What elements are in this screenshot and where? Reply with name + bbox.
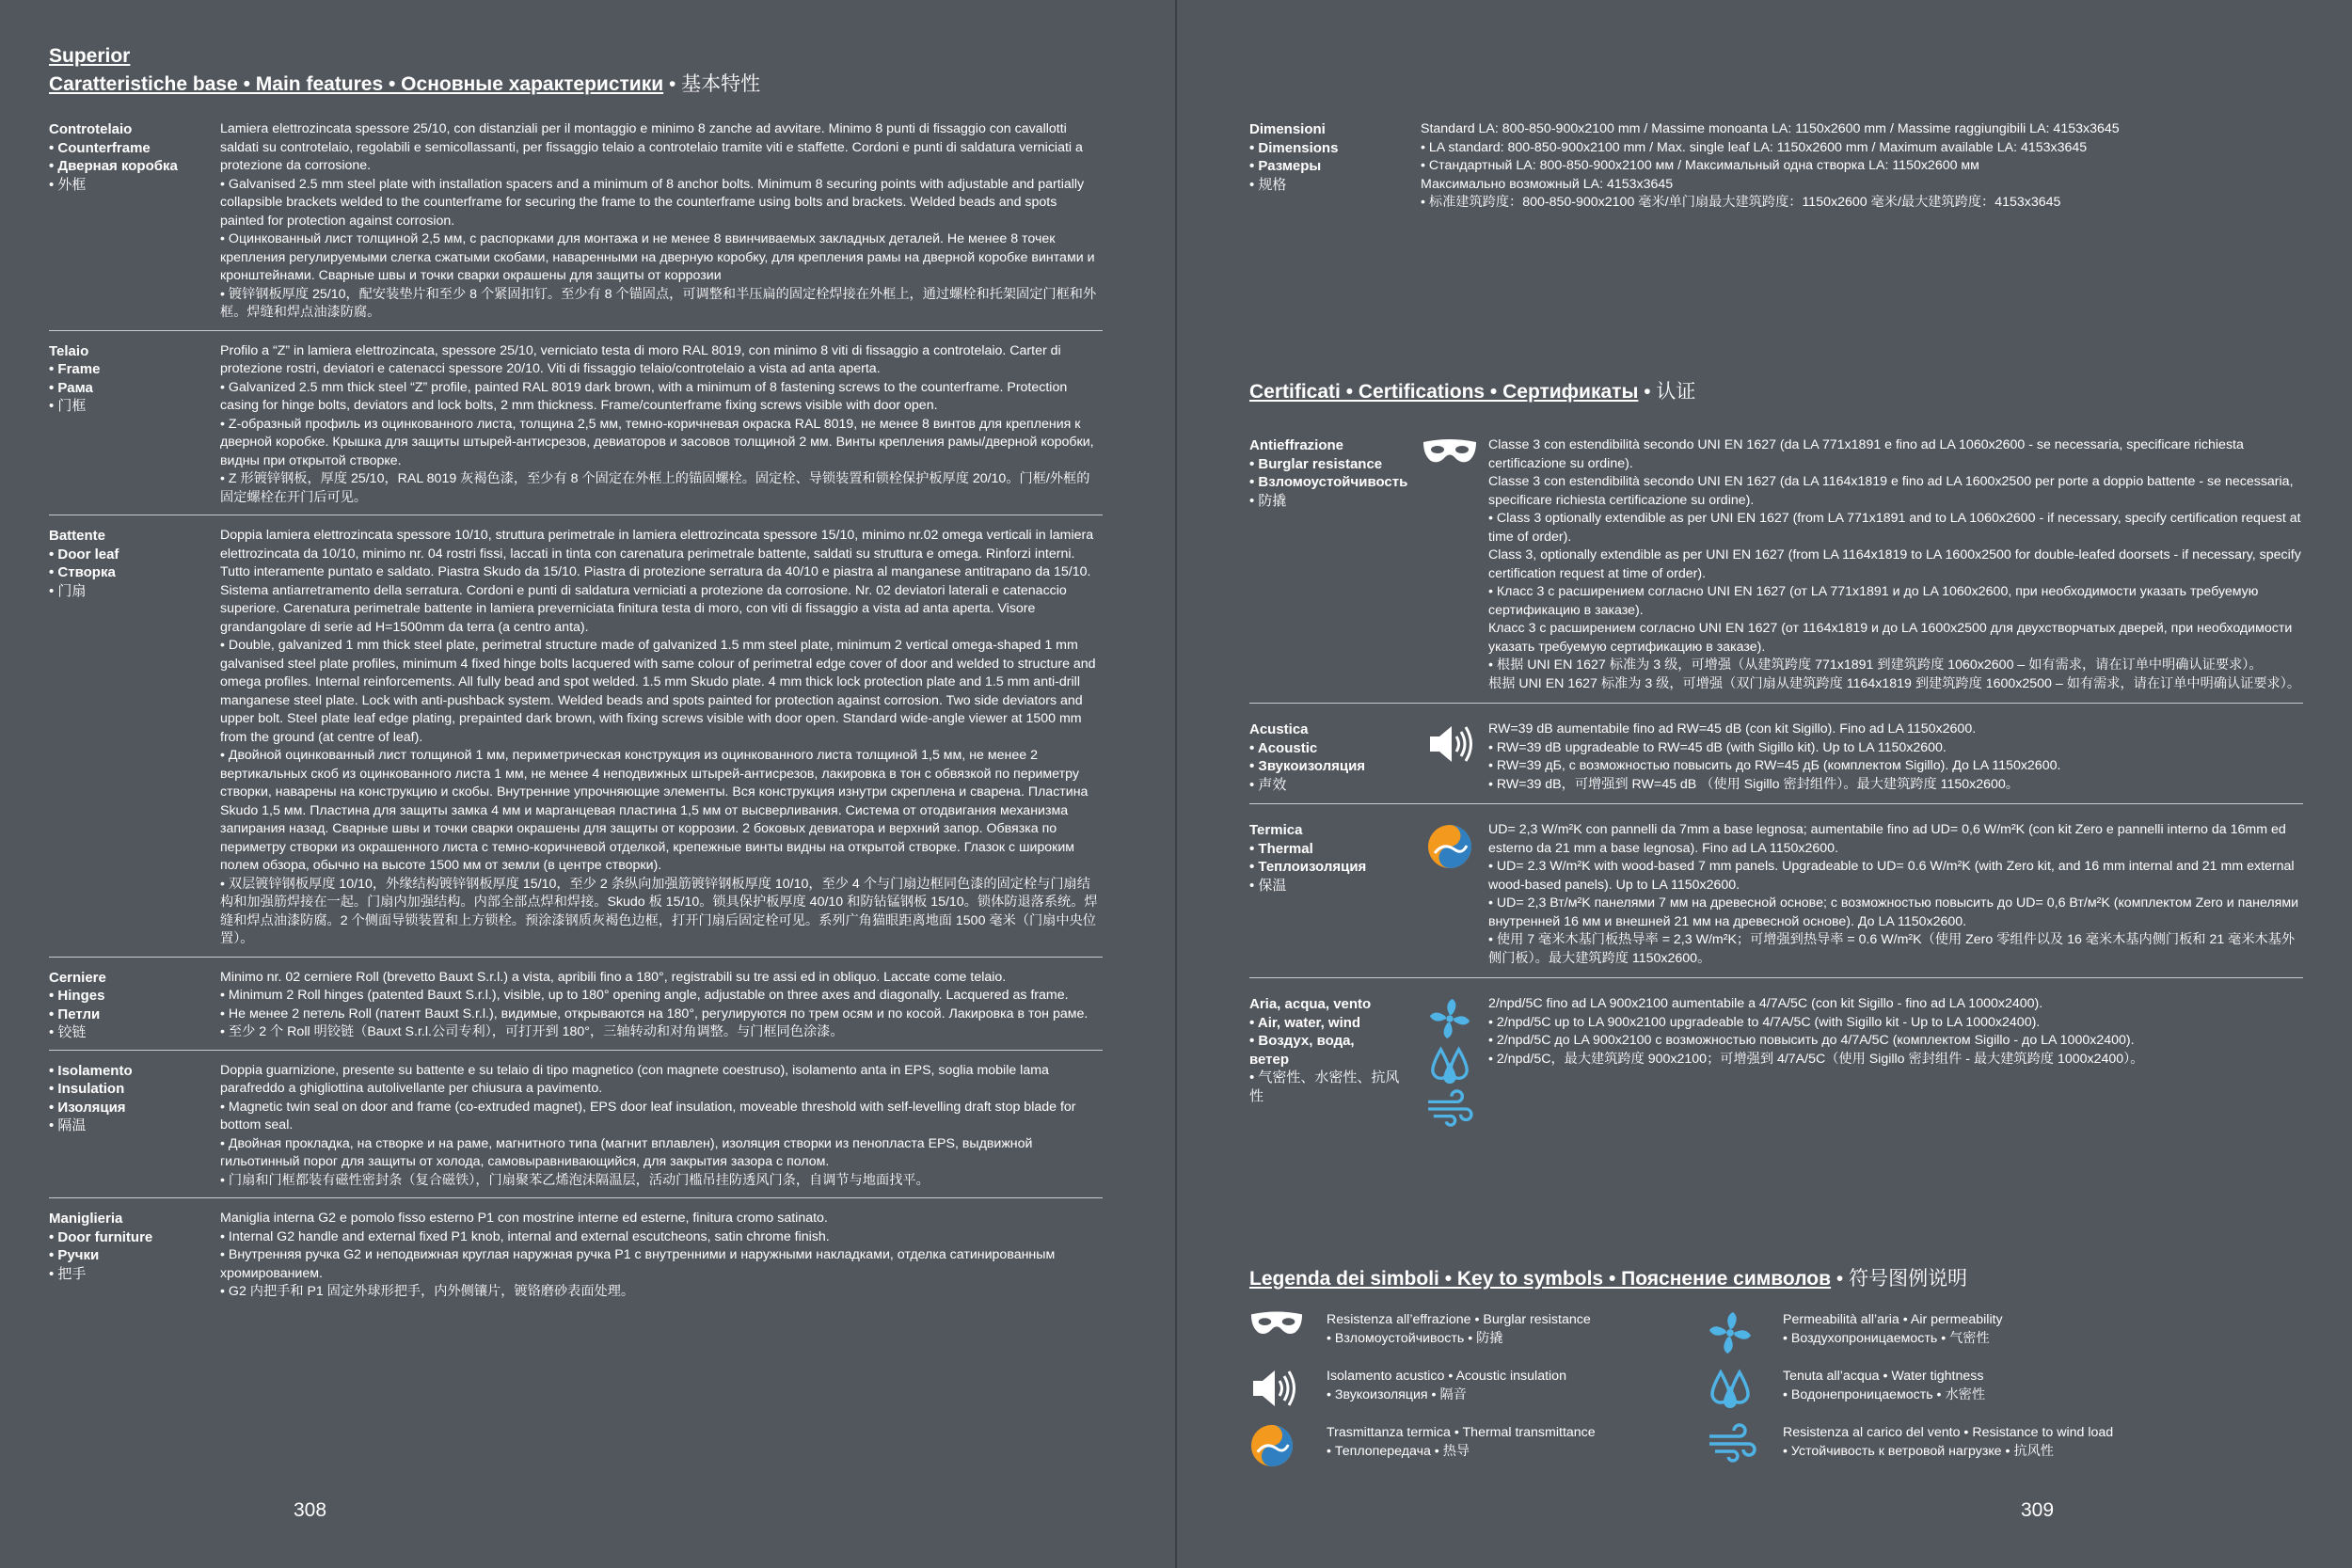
feature-text: [220, 1062, 1103, 1191]
cert-burglar-resistance: [1249, 436, 2303, 704]
page-number-left: 308: [294, 1499, 327, 1521]
label-ru-2: ветер: [1249, 1051, 1290, 1068]
legend-line: • Воздухопроницаемость • 气密性: [1783, 1331, 1990, 1346]
label-en: • Door furniture: [49, 1228, 153, 1245]
cert-icons: [1411, 995, 1488, 1129]
cert-text: [1488, 821, 2303, 968]
para-cn: • 门扇和门框都装有磁性密封条（复合磁铁），门扇聚苯乙烯泡沫隔温层，活动门槛吊挂防透风门条，自调节与地面找平。: [220, 1172, 930, 1188]
feature-text: [220, 1210, 1103, 1302]
dimensions-text: [1421, 120, 2284, 213]
label-cn: • 气密性、水密性、抗风性: [1249, 1069, 1400, 1104]
cert-para: • 2/npd/5C до LA 900x2100 с возможностью повысить до 4/7A/5C (комплектом Sigillo - до LA 1000x2400).: [1488, 1033, 2135, 1048]
dimensions-label: [1249, 120, 1421, 213]
cert-icons: [1411, 436, 1488, 693]
label-it: Antieffrazione: [1249, 437, 1344, 453]
cert-para: 2/npd/5C fino ad LA 900x2100 aumentabile a 4/7A/5C (con kit Sigillo - fino ad LA 1000x2400).: [1488, 996, 2043, 1011]
cert-icons: [1411, 821, 1488, 968]
water-drops-icon: [1706, 1367, 1755, 1410]
dimensions-block: [1249, 120, 2284, 213]
fan-icon: [1426, 997, 1473, 1040]
cert-label: [1249, 721, 1411, 794]
cert-para: Classe 3 con estendibilità secondo UNI EN 1627 (da LA 1164x1819 e fino ad LA 1600x2500 per porte a doppio battente - se necessaria, specificare richiesta certificazione su ordine).: [1488, 474, 2294, 508]
certifications-title: Certificati • Certifications • Сертификаты: [1249, 381, 1639, 403]
legend-line: • Устойчивость к ветровой нагрузке • 抗风性: [1783, 1444, 2054, 1459]
label-cn: • 防撬: [1249, 492, 1287, 509]
label-ru: • Створка: [49, 564, 116, 580]
feature-label: [49, 527, 220, 949]
para-ru: • Внутренняя ручка G2 и неподвижная круглая наружная ручка P1 с внутренними и наружными накладками, отделка сатинированным хромированием.: [220, 1247, 1056, 1281]
cert-para: Class 3, optionally extendible as per UNI EN 1627 (from LA 1164x1819 to LA 1600x2500 for double-leafed doorsets - if necessary, specify certification request at time of order).: [1488, 547, 2301, 581]
label-en: • Acoustic: [1249, 739, 1318, 756]
thermal-icon: [1426, 823, 1473, 870]
cert-para: • RW=39 dB，可增强到 RW=45 dB （使用 Sigillo 密封组件）。最大建筑跨度 1150x2600。: [1488, 776, 2019, 792]
certifications-heading: [1249, 376, 1695, 404]
para-cn: • 至少 2 个 Roll 明铰链（Bauxt S.r.l.公司专利），可打开到 180°，三轴转动和对角调整。与门框同色涂漆。: [220, 1024, 844, 1039]
label-en: • Frame: [49, 361, 101, 377]
cert-para: • UD= 2,3 Вт/м²K панелями 7 мм на древесной основе; с возможностью повысить до UD= 0,6 Вт/м²K (комплектом Zero и панелями внутренней 16 мм и внешней 21 мм на древесной основе). До LA 1150x2600.: [1488, 895, 2299, 929]
legend-item-acoustic: [1249, 1367, 1706, 1410]
feature-text: [220, 527, 1103, 949]
label-it: Battente: [49, 528, 106, 544]
label-it: Acustica: [1249, 721, 1309, 737]
main-features-heading: [49, 69, 760, 97]
certifications-title-cn: • 认证: [1644, 381, 1696, 403]
feature-label: [49, 1062, 220, 1191]
label-cn: • 声效: [1249, 776, 1287, 793]
cert-para: RW=39 dB aumentabile fino ad RW=45 dB (con kit Sigillo). Fino ad LA 1150x2600.: [1488, 721, 1977, 736]
symbols-legend: [1249, 1310, 2303, 1466]
features-list: [49, 120, 1103, 1321]
label-en: • Door leaf: [49, 546, 119, 562]
para-en: • Magnetic twin seal on door and frame (co-extruded magnet), EPS door leaf insulation, moveable threshold with self-levelling draft stop blade for bottom seal.: [220, 1099, 1076, 1132]
label-ru: • Петли: [49, 1006, 101, 1022]
cert-para: • RW=39 дБ, с возможностью повысить до RW=45 дБ (комплектом Sigillo). До LA 1150x2600.: [1488, 758, 2061, 773]
feature-text: [220, 969, 1103, 1042]
para-ru: • Z-образный профиль из оцинкованного листа, толщина 2,5 мм, темно-коричневая окраска RAL 8019, не менее 8 винтов для крепления к дверной коробке. Крышка для защиты штырей-антисрезов, девиаторов и засовов толщиной 2 мм. Винты крепления рамы/дверной коробки, видны при открытой створке.: [220, 416, 1094, 468]
dim-line: • 标准建筑跨度：800-850-900x2100 毫米/单门扇最大建筑跨度：1150x2600 毫米/最大建筑跨度：4153x3645: [1421, 195, 2061, 210]
para-it: Lamiera elettrozincata spessore 25/10, con distanziali per il montaggio e minimo 8 zanche ad avvitare. Minimo 8 punti di fissaggio con cavallotti saldati su controtelaio, regolabili e semicollassanti, per fissaggio telaio a controtelaio tramite viti e staffette. Cordoni e punti di saldatura verniciati a protezione da corrosione.: [220, 121, 1083, 173]
para-cn: • Z 形镀锌钢板，厚度 25/10，RAL 8019 灰褐色漆，至少有 8 个固定在外框上的锚固螺栓。固定栓、导锁装置和锁栓保护板厚度 20/10。门框/外框的固定螺栓在开门后可见。: [220, 471, 1090, 505]
label-en: • Insulation: [49, 1081, 125, 1097]
dim-line: Максимально возможный LA: 4153x3645: [1421, 176, 1674, 192]
cert-thermal: [1249, 821, 2303, 978]
para-it: Minimo nr. 02 cerniere Roll (brevetto Bauxt S.r.l.) a vista, apribili fino a 180°, registrabili su tre assi ed in obliquo. Laccate come telaio.: [220, 969, 1007, 985]
cert-para: 根据 UNI EN 1627 标准为 3 级，可增强（双门扇从建筑跨度 1164x1819 到建筑跨度 1600x2500 – 如有需求，请在订单中明确认证要求）。: [1488, 675, 2301, 691]
feature-door-furniture: [49, 1210, 1103, 1309]
para-ru: • Оцинкованный лист толщиной 2,5 мм, с распорками для монтажа и не менее 8 ввинчиваемых закладных деталей. Не менее 8 точек крепления регулируемыми слегка сжатыми скобами, наваренными на дверную коробку, для крепления рамы на дверной коробке винтами и кронштейнами. Сварные швы и точки сварки окрашены для защиты от коррозии: [220, 231, 1095, 283]
para-en: • Internal G2 handle and external fixed P1 knob, internal and external escutcheons, satin chrome finish.: [220, 1228, 830, 1244]
speaker-icon: [1426, 722, 1473, 766]
label-it: • Isolamento: [49, 1062, 133, 1079]
label-en: • Hinges: [49, 988, 105, 1004]
legend-item-thermal: [1249, 1423, 1706, 1466]
label-en: • Air, water, wind: [1249, 1014, 1361, 1031]
cert-text: [1488, 995, 2303, 1129]
feature-label: [49, 120, 220, 323]
para-en: • Minimum 2 Roll hinges (patented Bauxt S.r.l.), visible, up to 180° opening angle, adjustable on three axes and diagonally. Lacquered as frame.: [220, 988, 1069, 1003]
label-it: Termica: [1249, 822, 1303, 838]
thermal-icon: [1249, 1423, 1295, 1468]
legend-line: Tenuta all’acqua • Water tightness: [1783, 1369, 1984, 1384]
cert-para: Класс 3 с расширением согласно UNI EN 1627 (от 1164x1819 и до LA 1600x2500 для двухстворчатых дверей, при необходимости указать требуемую сертификацию в заказе).: [1488, 621, 2293, 655]
label-ru: • Рама: [49, 379, 93, 396]
para-it: Profilo a “Z” in lamiera elettrozincata, spessore 25/10, verniciato testa di moro RAL 8019, con minimo 8 viti di fissaggio a controtelaio. Carter di protezione rostri, deviatori e catenacci spessore 20/10. Viti di fissaggio telaio/controtelaio a vista ad anta aperta.: [220, 342, 1061, 376]
cert-para: • Class 3 optionally extendible as per UNI EN 1627 (from LA 771x1891 and to LA 1060x2600 - if necessary, specify certification request at time of order).: [1488, 511, 2301, 545]
feature-text: [220, 342, 1103, 508]
dim-line: Standard LA: 800-850-900x2100 mm / Massime monoanta LA: 1150x2600 mm / Massime raggiungibili LA: 4153x3645: [1421, 121, 2120, 136]
feature-insulation: [49, 1062, 1103, 1199]
para-cn: • G2 内把手和 P1 固定外球形把手，内外侧镶片，镀铬磨砂表面处理。: [220, 1284, 635, 1299]
wind-icon: [1706, 1423, 1758, 1465]
legend-line: Resistenza al carico del vento • Resistance to wind load: [1783, 1425, 2114, 1440]
mask-icon: [1249, 1310, 1304, 1338]
legend-line: • Взломоустойчивость • 防撬: [1327, 1331, 1503, 1346]
para-it: Maniglia interna G2 e pomolo fisso esterno P1 con mostrine interne ed esterne, finitura cromo satinato.: [220, 1211, 828, 1226]
cert-para: • UD= 2.3 W/m²K with wood-based 7 mm panels. Upgradeable to UD= 0.6 W/m²K (with Zero kit, and 16 mm internal and 21 mm external wood-based panels). Up to LA 1150x2600.: [1488, 859, 2295, 893]
label-en: • Burglar resistance: [1249, 455, 1383, 472]
page-number-right: 309: [2021, 1499, 2055, 1521]
legend-item-water: [1706, 1367, 2162, 1410]
legend-item-air: [1706, 1310, 2162, 1354]
main-features-title-cn: • 基本特性: [668, 73, 761, 95]
label-ru: • Размеры: [1249, 158, 1322, 174]
feature-door-leaf: [49, 527, 1103, 958]
cert-icons: [1411, 721, 1488, 794]
legend-line: • Водонепроницаемость • 水密性: [1783, 1387, 1986, 1402]
certifications-list: [1249, 436, 2303, 1155]
para-ru: • Двойной оцинкованный лист толщиной 1 мм, периметрическая конструкция из оцинкованного листа толщиной 1,5 мм, не менее 2 вертикальных скоб из оцинкованного листа 1 мм, не менее 4 неподвижных штырей-антисрезов, лакировка в тон с обвязкой по периметру створки, наварены на конструкцию и скобы. Внутренние упрочняющие элементы. Вся конструкция изнутри скреплена и сварена. Пластина Skudo 1,5 мм. Пластина для защиты замка 4 мм и марганцевая пластина 1,5 мм от высверливания. Система от отодвигания механизма запирания назад. Сварные швы и точки сварки окрашены для защиты от коррозии. 2 боковых девиатора и верхний запор. Обвязка по периметру створки из окрашенного листа с темно-коричневой отделкой, крепежные винты видны на открытой створке. Глазок с широким полем обзора, обычно на высоте 1500 мм от земли (в центре створки).: [220, 748, 1089, 873]
cert-para: • 根据 UNI EN 1627 标准为 3 级，可增强（从建筑跨度 771x1891 到建筑跨度 1060x2600 – 如有需求，请在订单中明确认证要求）。: [1488, 657, 2263, 673]
para-en: • Galvanised 2.5 mm steel plate with installation spacers and a minimum of 8 anchor bolts. Minimum 8 securing points with adjustable and partially collapsible brackets welded to the counterframe for securing the frame to the counterframe using bolts and brackets. Welded beads and spots painted for protection against corrosion.: [220, 176, 1085, 229]
para-it: Doppia guarnizione, presente su battente e su telaio di tipo magnetico (con magnete coestruso), isolamento anta in EPS, soglia mobile lama parafreddo a ghigliottina autolivellante per chiusura a pavimento.: [220, 1062, 1049, 1096]
legend-line: Permeabilità all’aria • Air permeability: [1783, 1312, 2003, 1327]
cert-label: [1249, 995, 1411, 1129]
feature-hinges: [49, 969, 1103, 1051]
cert-label: [1249, 821, 1411, 968]
cert-air-water-wind: [1249, 995, 2303, 1138]
label-it: Cerniere: [49, 969, 106, 986]
label-ru: • Воздух, вода,: [1249, 1033, 1355, 1049]
speaker-icon: [1249, 1367, 1296, 1410]
feature-frame: [49, 342, 1103, 516]
label-en: • Thermal: [1249, 840, 1313, 857]
label-ru: • Взломоустойчивость: [1249, 474, 1408, 490]
label-it: Maniglieria: [49, 1211, 123, 1227]
label-en: • Counterframe: [49, 139, 151, 156]
label-cn: • 门扇: [49, 582, 87, 599]
cert-para: Classe 3 con estendibilità secondo UNI EN 1627 (da LA 771x1891 e fino ad LA 1060x2600 - se necessaria, specificare richiesta certificazione su ordine).: [1488, 437, 2244, 471]
para-en: • Galvanized 2.5 mm thick steel “Z” profile, painted RAL 8019 dark brown, with a minimum of 8 fastening screws to the counterframe. Protection casing for hinge bolts, deviators and lock bolts, 2 mm thickness. Frame/counterframe fixing screws visible with door open.: [220, 379, 1068, 413]
legend-line: • Теплопередача • 热导: [1327, 1444, 1470, 1459]
water-drops-icon: [1426, 1044, 1473, 1085]
para-en: • Double, galvanized 1 mm thick steel plate, perimetral structure made of galvanized 1.5 mm steel plate, minimum 2 vertical omega-shaped 1 mm galvanised steel plate profiles, minimum 4 fixed hinge bolts lacquered with same colour of perimetral edge cover of door and welded to structure and omega profiles. Internal reinforcements. All fully bead and spot welded. 1.5 mm Skudo plate. 4 mm thick lock protection plate and 1.5 mm anti-drill manganese steel plate. Lock with anti-pushback system. Welded beads and spots painted for protection against corrosion. Two side deviators and upper bolt. Steel plate leaf edge plating, prepainted dark brown, with fixing screws visible with door open. Standard wide-angle viewer at 1500 mm from the ground (at centre of leaf).: [220, 638, 1096, 745]
para-ru: • Не менее 2 петель Roll (патент Bauxt S.r.l.), видимые, открываются на 180°, регулируются по трем осям и по косой. Лакировка в тон раме.: [220, 1006, 1089, 1022]
left-page: [0, 0, 1175, 1568]
legend-line: Resistenza all’effrazione • Burglar resistance: [1327, 1312, 1591, 1327]
legend-item-wind: [1706, 1423, 2162, 1466]
para-cn: • 镀锌钢板厚度 25/10，配安装垫片和至少 8 个紧固扣钉。至少有 8 个锚固点，可调整和半压扁的固定栓焊接在外框上，通过螺栓和托架固定门框和外框。焊缝和焊点油漆防腐。: [220, 286, 1097, 320]
label-it: Telaio: [49, 342, 89, 359]
feature-label: [49, 342, 220, 508]
label-cn: • 保温: [1249, 877, 1287, 894]
legend-title: Legenda dei simboli • Key to symbols • Пояснение символов: [1249, 1268, 1832, 1290]
legend-heading: [1249, 1263, 1967, 1291]
brand-heading: Superior: [49, 45, 131, 67]
para-ru: • Двойная прокладка, на створке и на раме, магнитного типа (магнит вплавлен), изоляция створки из пенопласта EPS, выдвижной гильотинный порог для защиты от холода, самовыравнивающийся, для закрытия зазора с полом.: [220, 1135, 1033, 1169]
cert-acoustic: [1249, 721, 2303, 804]
label-ru: • Дверная коробка: [49, 158, 178, 174]
main-features-title: Caratteristiche base • Main features • Основные характеристики: [49, 73, 664, 95]
legend-title-cn: • 符号图例说明: [1836, 1268, 1968, 1290]
dim-line: • Стандартный LA: 800-850-900x2100 мм / Максимальный одна створка LA: 1150x2600 мм: [1421, 158, 1979, 173]
label-cn: • 门框: [49, 398, 87, 414]
label-ru: • Звукоизоляция: [1249, 758, 1366, 774]
legend-item-burglar: [1249, 1310, 1706, 1354]
para-cn: • 双层镀锌钢板厚度 10/10，外缘结构镀锌钢板厚度 15/10，至少 2 条纵向加强筋镀锌钢板厚度 10/10，至少 4 个与门扇边框同色漆的固定栓与门扇结构和加强筋焊接在一起。门扇内加强结构。内部全部点焊和焊接。Skudo 板 15/10。锁具保护板厚度 40/10 和防钻锰钢板 15/10。锁体防退落系统。焊缝和焊点油漆防腐。2 个侧面导锁装置和上方锁栓。预涂漆钢质灰褐色边框，打开门扇后固定栓可见。系列广角猫眼距离地面 1500 毫米（门扇中央位置）。: [220, 876, 1098, 946]
cert-text: [1488, 721, 2303, 794]
legend-line: • Звукоизоляция • 隔音: [1327, 1387, 1467, 1402]
label-ru: • Ручки: [49, 1247, 100, 1263]
dim-line: • LA standard: 800-850-900x2100 mm / Max. single leaf LA: 1150x2600 mm / Maximum available LA: 4153x3645: [1421, 139, 2088, 155]
mask-icon: [1422, 438, 1478, 467]
para-it: Doppia lamiera elettrozincata spessore 10/10, struttura perimetrale in lamiera elettrozincata spessore 15/10, minimo nr.02 omega verticali in lamiera elettrozincata da 10/10, minimo nr. 04 rostri fissi, laccati in tinta con carenatura perimetrale battente, saldati su struttura e omega. Rinforzi interni. Tutto interamente puntato e saldato. Piastra Skudo da 15/10. Piastra di protezione serratura da 40/10 e piastra al manganese antitrapano da 15/10. Sistema antiarretramento della serratura. Cordoni e punti di saldatura verniciati a protezione da corrosione. Nr. 02 deviatori laterali e catenaccio superiore. Carenatura perimetrale battente in lamiera preverniciata finitura testa di moro, con viti di fissaggio a vista ad anta aperta. Visore grandangolare di serie ad H=1500mm da terra (a centro anta).: [220, 528, 1094, 635]
cert-para: • 使用 7 毫米木基门板热导率 = 2,3 W/m²K；可增强到热导率 = 0.6 W/m²K（使用 Zero 零组件以及 16 毫米木基内侧门板和 21 毫米木基外侧门板）。最大建筑跨度 1150x2600。: [1488, 932, 2296, 966]
cert-label: [1249, 436, 1411, 693]
cert-text: [1488, 436, 2303, 693]
label-cn: • 把手: [49, 1265, 87, 1282]
wind-icon: [1424, 1089, 1475, 1129]
label-cn: • 隔温: [49, 1117, 87, 1133]
cert-para: • RW=39 dB upgradeable to RW=45 dB (with Sigillo kit). Up to LA 1150x2600.: [1488, 739, 1947, 755]
feature-counterframe: [49, 120, 1103, 331]
cert-para: • 2/npd/5C，最大建筑跨度 900x2100；可增强到 4/7A/5C（使用 Sigillo 密封组件 - 最大建筑跨度 1000x2400）。: [1488, 1051, 2144, 1067]
cert-para: • Класс 3 с расширением согласно UNI EN 1627 (от LA 771x1891 и до LA 1060x2600, при необходимости указать требуемую сертификацию в заказе).: [1488, 584, 2259, 618]
feature-label: [49, 969, 220, 1042]
right-page: [1177, 0, 2352, 1568]
label-en: • Dimensions: [1249, 139, 1339, 156]
cert-para: • 2/npd/5C up to LA 900x2100 upgradeable to 4/7A/5C (with Sigillo kit - Up to LA 1000x2400).: [1488, 1014, 2041, 1030]
label-cn: • 铰链: [49, 1024, 87, 1040]
label-cn: • 外框: [49, 176, 87, 193]
legend-line: Trasmittanza termica • Thermal transmittance: [1327, 1425, 1596, 1440]
label-it: Aria, acqua, vento: [1249, 996, 1372, 1012]
label-ru: • Теплоизоляция: [1249, 859, 1367, 875]
feature-label: [49, 1210, 220, 1302]
label-ru: • Изоляция: [49, 1099, 126, 1116]
label-it: Controtelaio: [49, 121, 133, 137]
cert-para: UD= 2,3 W/m²K con pannelli da 7mm a base legnosa; aumentabile fino ad UD= 0,6 W/m²K (con kit Zero e pannelli interno da 16mm ed esterno da 21 mm a base legnosa). Fino ad LA 1150x2600.: [1488, 822, 2286, 856]
legend-line: Isolamento acustico • Acoustic insulation: [1327, 1369, 1566, 1384]
label-it: Dimensioni: [1249, 121, 1326, 137]
fan-icon: [1706, 1310, 1755, 1355]
label-cn: • 规格: [1249, 176, 1287, 193]
feature-text: [220, 120, 1103, 323]
